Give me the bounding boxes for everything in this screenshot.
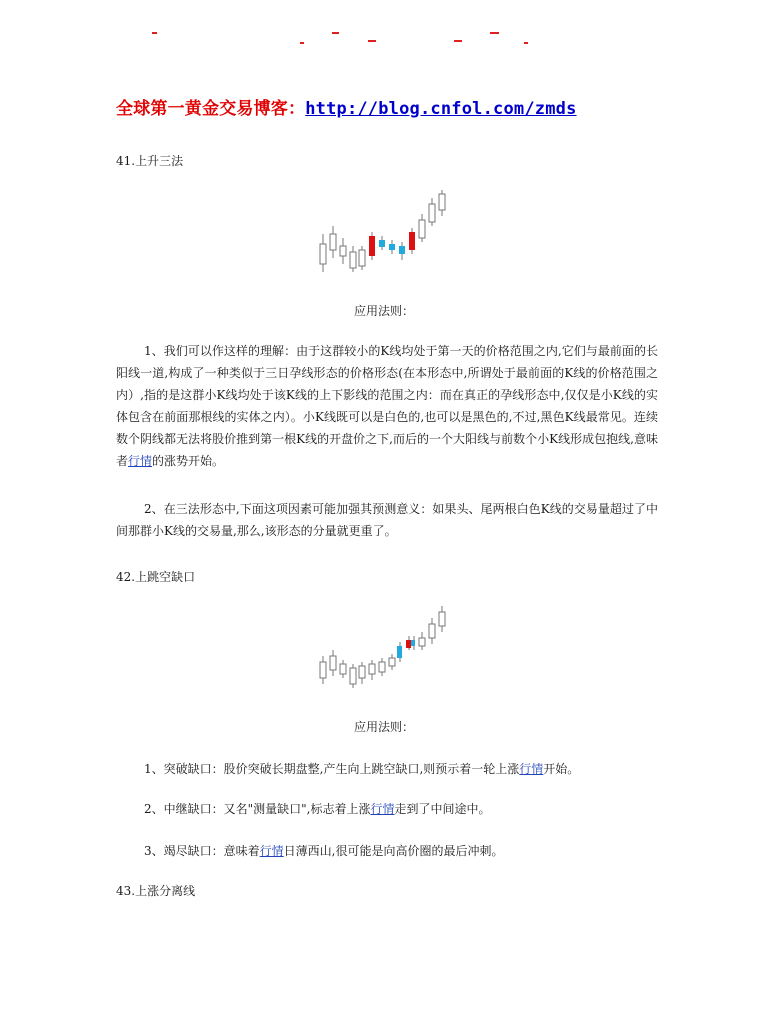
scan-marks: [0, 0, 768, 50]
section-41-caption: 应用法则：: [353, 304, 414, 318]
item-1-text-a: 1、突破缺口：股价突破长期盘整,产生向上跳空缺口,则预示着一轮上涨: [144, 762, 520, 776]
blog-url-link[interactable]: http://blog.cnfol.com/zmds: [305, 99, 577, 119]
section-41-title: 41.上升三法: [116, 154, 184, 168]
upward-gap-chart: [316, 604, 450, 690]
rising-three-methods-chart: [316, 188, 450, 274]
section-43-title: 43.上涨分离线: [116, 884, 196, 898]
section-42-caption: 应用法则：: [353, 720, 414, 734]
item-2-text-a: 2、中继缺口：又名"测量缺口",标志着上涨: [144, 802, 371, 816]
item-3-text-b: 日薄西山,很可能是向高价圈的最后冲刺。: [283, 844, 504, 858]
item-2-text-b: 走到了中间途中。: [394, 802, 491, 816]
p1-text-a: 1、我们可以作这样的理解：由于这群较小的K线均处于第一天的价格范围之内,它们与最前面的长阳线一道,构成了一种类似于三日孕线形态的价格形态(在本形态中,所谓处于最前面的K线的价格范围之内）,指的是这群小K线均处于该K线的上下影线的范围之内：而在真正的孕线形态中,仅仅是小K线的实体包含在前面那根线的实体之内）。小K线既可以是白色的,也可以是黑色的,不过,黑色K线最常见。连续数个阴线都无法将股价推到第一根K线的开盘价之下,而后的一个大阳线与前数个小K线形成包抱线,意味者: [116, 344, 658, 468]
market-link[interactable]: 行情: [128, 454, 153, 468]
section-42-title: 42.上跳空缺口: [116, 570, 196, 584]
section-41-paragraph-2: [116, 498, 658, 542]
market-link[interactable]: 行情: [519, 762, 544, 776]
item-3-text-a: 3、竭尽缺口：意味着: [144, 844, 260, 858]
section-41-paragraph-1: [116, 340, 658, 472]
headline-text: 全球第一黄金交易博客：: [116, 99, 306, 119]
p2-text: 2、在三法形态中,下面这项因素可能加强其预测意义：如果头、尾两根白色K线的交易量超过了中间那群小K线的交易量,那么,该形态的分量就更重了。: [116, 502, 658, 538]
section-42-item-2: [144, 800, 491, 817]
blog-headline: [116, 94, 577, 119]
item-1-text-b: 开始。: [543, 762, 580, 776]
market-link[interactable]: 行情: [259, 844, 284, 858]
section-42-item-1: [144, 760, 579, 777]
p1-text-b: 的涨势开始。: [152, 454, 225, 468]
market-link[interactable]: 行情: [370, 802, 395, 816]
section-42-item-3: [144, 842, 503, 859]
